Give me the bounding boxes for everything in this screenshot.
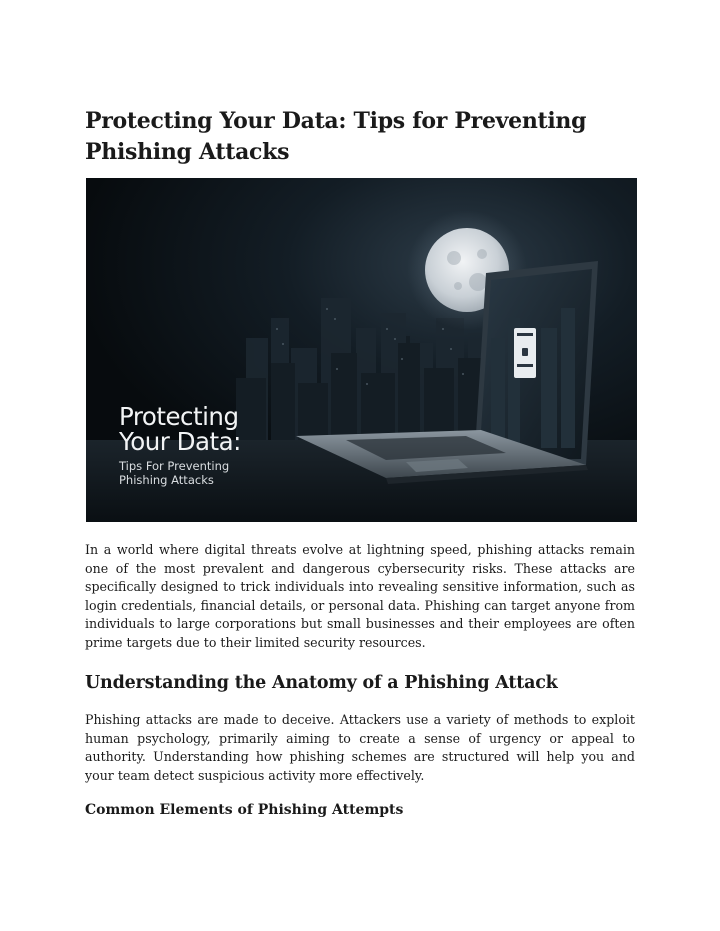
hero-image (86, 178, 637, 522)
lock-icon (522, 348, 528, 356)
hero-subtitle-line2: Phishing Attacks (119, 473, 214, 487)
section-paragraph: Phishing attacks are made to deceive. Attackers use a variety of methods to exploit human psychology, primarily aiming to create a sense of urgency or appeal to authority. Understanding how phishing schemes are structured will help you and your team detect suspicious activity more effectively. (85, 712, 635, 783)
hero-overlay-text (119, 404, 241, 487)
subsection-heading: Common Elements of Phishing Attempts (85, 802, 404, 818)
hero-heading-line2: Your Data: (119, 427, 241, 456)
section-heading: Understanding the Anatomy of a Phishing Attack (85, 673, 558, 693)
page-title: Protecting Your Data: Tips for Preventing Phishing Attacks (85, 108, 587, 165)
intro-paragraph: In a world where digital threats evolve at lightning speed, phishing attacks remain one of the most prevalent and dangerous cybersecurity risks. These attacks are specifically designed to trick individuals into revealing sensitive information, such as login credentials, financial details, or personal data. Phishing can target anyone from individuals to large corporations but small businesses and their employees are often prime targets due to their limited security resources. (85, 542, 635, 650)
hero-heading-line1: Protecting (119, 402, 239, 431)
hero-subtitle-line1: Tips For Preventing (119, 459, 230, 473)
